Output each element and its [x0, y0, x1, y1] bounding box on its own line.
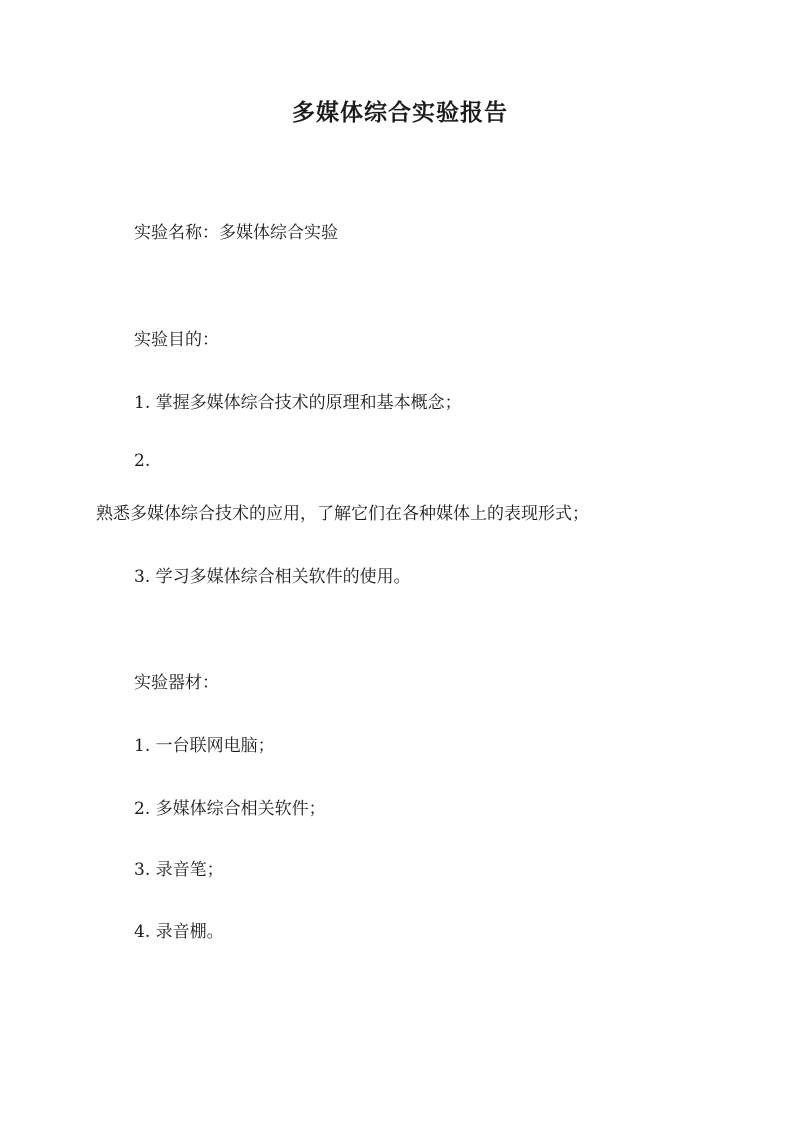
- experiment-name: 实验名称：多媒体综合实验: [134, 223, 338, 243]
- document-title: 多媒体综合实验报告: [292, 99, 508, 126]
- equipment-heading: 实验器材：: [134, 673, 219, 693]
- purpose-item-1: 1. 掌握多媒体综合技术的原理和基本概念；: [134, 393, 462, 413]
- purpose-item-2-number: 2.: [134, 451, 151, 471]
- equipment-item-2: 2. 多媒体综合相关软件；: [134, 799, 326, 819]
- purpose-heading: 实验目的：: [134, 330, 219, 350]
- equipment-item-3: 3. 录音笔；: [134, 860, 224, 880]
- purpose-item-3: 3. 学习多媒体综合相关软件的使用。: [134, 567, 411, 587]
- equipment-item-4: 4. 录音棚。: [134, 922, 224, 942]
- equipment-item-1: 1. 一台联网电脑；: [134, 736, 275, 756]
- purpose-item-2-text: 熟悉多媒体综合技术的应用，了解它们在各种媒体上的表现形式；: [96, 504, 589, 524]
